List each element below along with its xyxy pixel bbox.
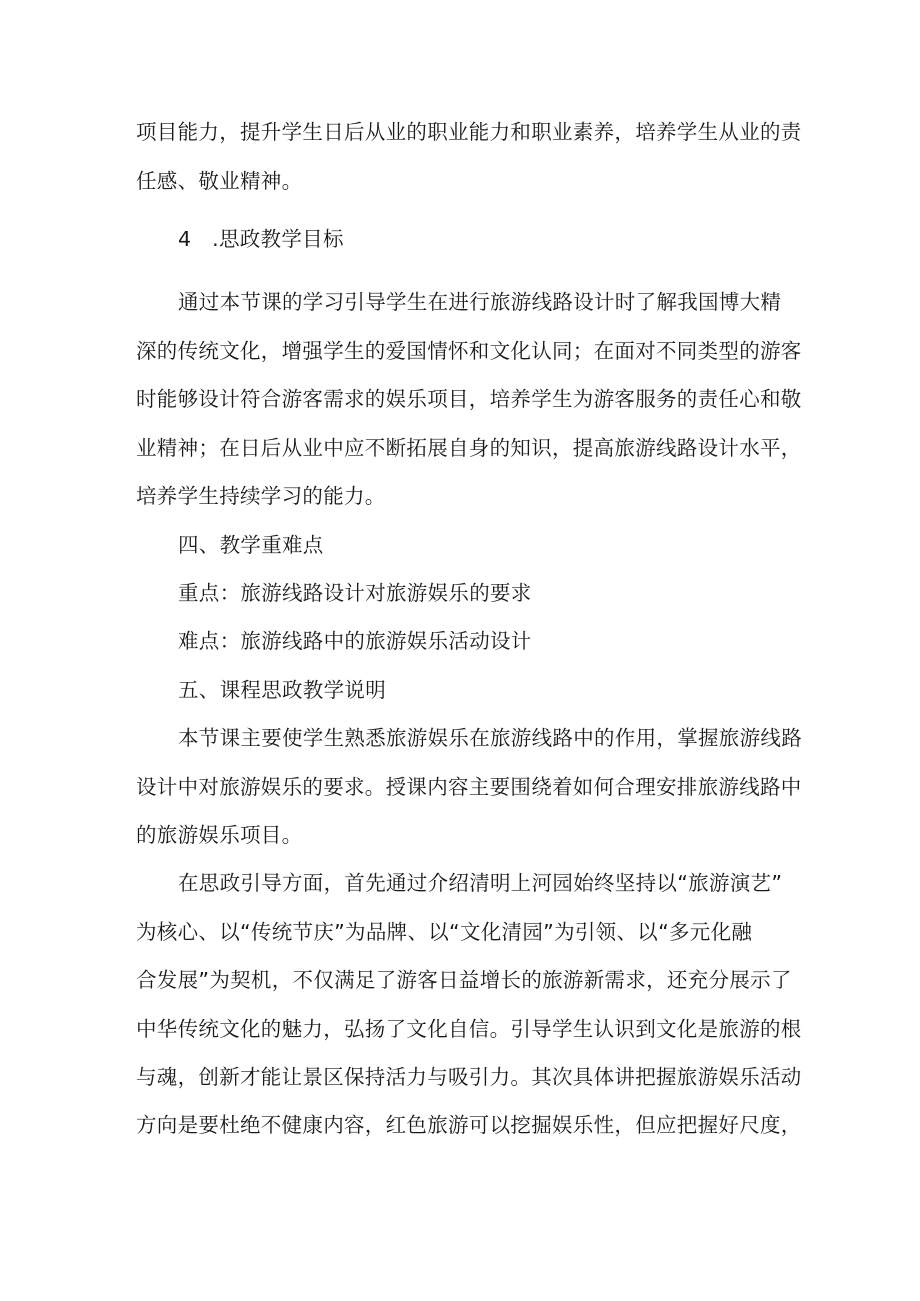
difficult-point-line: 难点：旅游线路中的旅游娱乐活动设计 bbox=[178, 629, 532, 653]
paragraph-line: 培养学生持续学习的能力。 bbox=[136, 484, 386, 508]
paragraph-line: 本节课主要使学生熟悉旅游娱乐在旅游线路中的作用，掌握旅游线路 bbox=[178, 726, 802, 750]
section-heading: 四、教学重难点 bbox=[178, 533, 324, 557]
paragraph-line: 业精神；在日后从业中应不断拓展自身的知识，提高旅游线路设计水平， bbox=[136, 436, 802, 460]
section-heading: 4 .思政教学目标 bbox=[178, 227, 344, 251]
paragraph-line: 项目能力，提升学生日后从业的职业能力和职业素养，培养学生从业的责 bbox=[136, 120, 802, 144]
paragraph-line: 合发展”为契机，不仅满足了游客日益增长的旅游新需求，还充分展示了 bbox=[136, 968, 792, 992]
paragraph-line: 方向是要杜绝不健康内容，红色旅游可以挖掘娱乐性，但应把握好尺度， bbox=[136, 1113, 802, 1137]
section-heading: 五、课程思政教学说明 bbox=[178, 678, 386, 702]
paragraph-line: 设计中对旅游娱乐的要求。授课内容主要围绕着如何合理安排旅游线路中 bbox=[136, 775, 802, 799]
paragraph-line: 为核心、以“传统节庆”为品牌、以“文化清园”为引领、以“多元化融 bbox=[136, 920, 753, 944]
paragraph-line: 通过本节课的学习引导学生在进行旅游线路设计时了解我国博大精 bbox=[178, 290, 782, 314]
paragraph-line: 的旅游娱乐项目。 bbox=[136, 823, 303, 847]
paragraph-line: 中华传统文化的魅力，弘扬了文化自信。引导学生认识到文化是旅游的根 bbox=[136, 1017, 802, 1041]
key-point-line: 重点：旅游线路设计对旅游娱乐的要求 bbox=[178, 581, 532, 605]
paragraph-line: 任感、敬业精神。 bbox=[136, 169, 303, 193]
paragraph-line: 时能够设计符合游客需求的娱乐项目，培养学生为游客服务的责任心和敬 bbox=[136, 387, 802, 411]
paragraph-line: 与魂，创新才能让景区保持活力与吸引力。其次具体讲把握旅游娱乐活动 bbox=[136, 1065, 802, 1089]
paragraph-line: 深的传统文化，增强学生的爱国情怀和文化认同；在面对不同类型的游客 bbox=[136, 339, 802, 363]
paragraph-line: 在思政引导方面，首先通过介绍清明上河园始终坚持以“旅游演艺” bbox=[178, 871, 783, 895]
